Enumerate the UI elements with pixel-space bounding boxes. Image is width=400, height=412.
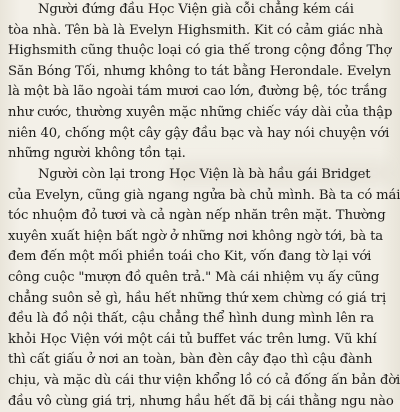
text-line: công cuộc "mượn đồ quên trả." Mà cái nhiệm vụ ấy cũng xyxy=(8,269,380,285)
text-line: đều là đồ nội thất, cậu chẳng thể hình dung mình lên ra xyxy=(8,311,374,327)
paragraph-2 xyxy=(8,165,400,412)
text-line: Người còn lại trong Học Viện là bà hầu gái Bridget xyxy=(38,167,371,182)
text-line: chẳng suôn sẻ gì, hầu hết những thứ xem chừng có giá trị xyxy=(8,290,387,306)
text-line: của Evelyn, cũng già ngang ngửa bà chủ mình. Bà ta có mái xyxy=(8,187,400,203)
text-line: đầu vô cùng giá trị, nhưng hầu hết đã bị cái thằng ngu nào xyxy=(8,393,394,409)
text-line: là một bà lão ngoài tám mươi cao lớn, đường bệ, tóc trắng xyxy=(8,84,387,100)
text-line: khỏi Học Viện với một cái tủ buffet vác trên lưng. Vũ khí xyxy=(8,331,377,347)
text-line: như cước, thường xuyên mặc những chiếc váy dài của thập xyxy=(8,104,393,120)
text-line: Highsmith cũng thuộc loại có gia thế trong cộng đồng Thợ xyxy=(8,43,392,59)
text-line: những người không tồn tại. xyxy=(8,146,186,162)
text-line: tòa nhà. Tên bà là Evelyn Highsmith. Kit có cảm giác nhà xyxy=(8,22,384,38)
text-line: Săn Bóng Tối, nhưng không to tát bằng Herondale. Evelyn xyxy=(8,63,392,79)
text-line: tóc nhuộm đỏ tươi và cả ngàn nếp nhăn trên mặt. Thường xyxy=(8,208,386,224)
paragraph-1 xyxy=(8,0,396,165)
text-line: xuyên xuất hiện bất ngờ ở những nơi không ngờ tới, bà ta xyxy=(8,228,383,244)
text-line: đem đến một mối phiền toái cho Kit, vốn đang tờ lại với xyxy=(8,249,372,265)
text-line: thì cất giấu ở nơi an toàn, bàn đèn cây đạo thì cậu đành xyxy=(8,352,373,368)
text-line: chịu, và mặc dù cái thư viện khổng lồ có cả đống ấn bản đời xyxy=(8,372,400,388)
text-line: niên 40, chống một cây gậy đầu bạc và hay nói chuyện với xyxy=(8,125,390,141)
text-line: Người đứng đầu Học Viện già cỗi chẳng kém cái xyxy=(38,2,354,17)
